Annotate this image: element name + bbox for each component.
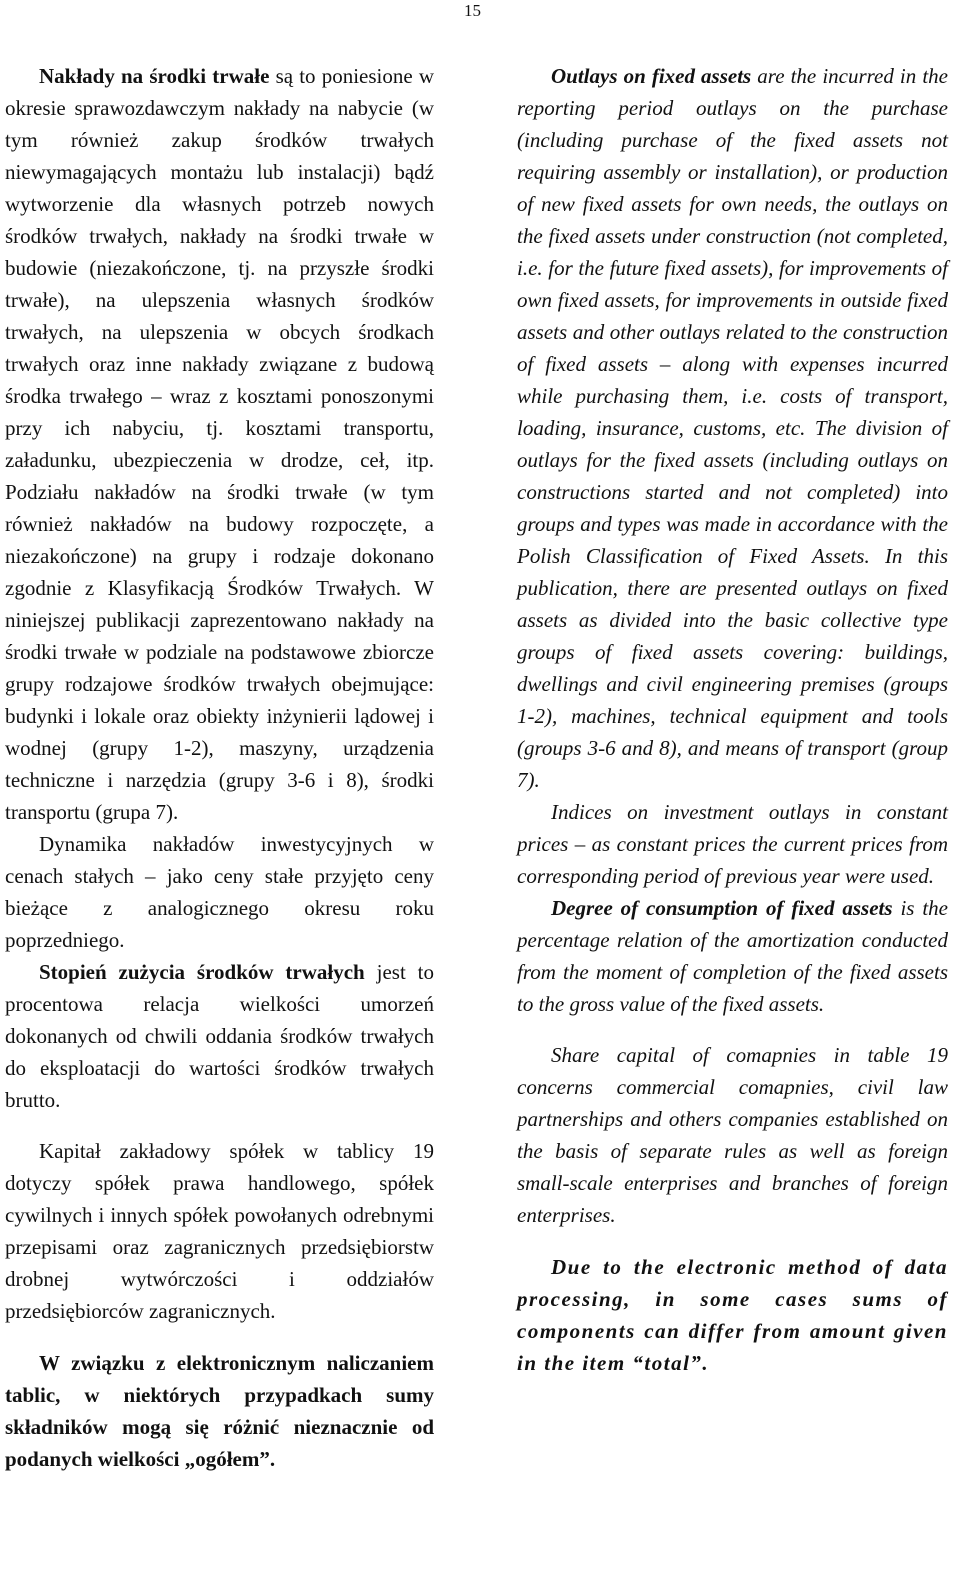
pl-text-outlays: są to poniesione w okresie sprawozdawczym nakłady na nabycie (w tym również zakup środków trwałych niewymagających montażu lub instalacji) bądź wytworzenie dla własnych potrzeb nowych środków trwałych, nakłady na środki trwałe w budowie (niezakończone, tj. na przyszłe środki trwałe), na ulepszenia własnych środków trwałych, na ulepszenia w obcych środkach trwałych oraz inne nakłady związane z budową środka trwałego – wraz z kosztami ponoszonymi przy ich nabyciu, tj. kosztami transportu, załadunku, ubezpieczenia w drodze, ceł, itp. Podziału nakładów na środki trwałe (w tym również nakładów na budowy rozpoczęte, a niezakończone) na grupy i rodzaje dokonano zgodnie z Klasyfikacją Środków Trwałych. W niniejszej publikacji zaprezentowano nakłady na środki trwałe w podziale na podstawowe zbiorcze grupy rodzajowe środków trwałych obejmujące: budynki i lokale oraz obiekty inżynierii lądowej i wodnej (grupy 1-2), maszyny, urządzenia techniczne i narzędzia (grupy 3-6 i 8), środki transportu (grupa 7). bbox=[5, 64, 434, 824]
pl-term-consumption: Stopień zużycia środków trwałych bbox=[39, 960, 365, 984]
pl-paragraph-electronic-note bbox=[5, 1347, 434, 1475]
en-paragraph-outlays bbox=[517, 60, 948, 796]
pl-text-consumption: jest to procentowa relacja wielkości umorzeń dokonanych od chwili oddania środków trwałych do eksploatacji do wartości środków trwałych brutto. bbox=[5, 960, 434, 1112]
page-number: 15 bbox=[464, 1, 481, 20]
en-paragraph-electronic-note bbox=[517, 1251, 948, 1379]
en-text-outlays: are the incurred in the reporting period outlays on the purchase (including purchase of the fixed assets not requiring assembly or installation), or production of new fixed assets for own needs, the outlays on the fixed assets under construction (not completed, i.e. for the future fixed assets), for improvements of own fixed assets, for improvements in outside fixed assets and other outlays related to the construction of fixed assets – along with expenses incurred while purchasing them, i.e. costs of transport, loading, insurance, customs, etc. The division of outlays for the fixed assets (including outlays on constructions started and not completed) into groups and types was made in accordance with the Polish Classification of Fixed Assets. In this publication, there are presented outlays on fixed assets as divided into the basic collective type groups of fixed assets covering: buildings, dwellings and civil engineering premises (groups 1-2), machines, technical equipment and tools (groups 3-6 and 8), and means of transport (group 7). bbox=[517, 64, 948, 792]
en-paragraph-consumption bbox=[517, 892, 948, 1020]
pl-paragraph-share-capital: Kapitał zakładowy spółek w tablicy 19 dotyczy spółek prawa handlowego, spółek cywilnych i innych spółek powołanych odrebnymi przepisami oraz zagranicznych przedsiębiorstw drobnej wytwórczości i oddziałów przedsiębiorców zagranicznych. bbox=[5, 1139, 434, 1323]
en-paragraph-indices: Indices on investment outlays in constant prices – as constant prices the current prices from corresponding period of previous year were used. bbox=[517, 800, 948, 888]
en-paragraph-share-capital: Share capital of comapnies in table 19 concerns commercial comapnies, civil law partnerships and others companies established on the basis of separate rules as well as foreign small-scale enterprises and branches of foreign enterprises. bbox=[517, 1043, 948, 1227]
pl-paragraph-dynamics: Dynamika nakładów inwestycyjnych w cenach stałych – jako ceny stałe przyjęto ceny bieżące z analogicznego okresu roku poprzedniego. bbox=[5, 832, 434, 952]
pl-electronic-note-text: W związku z elektronicznym naliczaniem tablic, w niektórych przypadkach sumy składników mogą się różnić nieznacznie od podanych wielkości „ogółem”. bbox=[5, 1351, 434, 1471]
en-term-outlays: Outlays on fixed assets bbox=[551, 64, 752, 88]
pl-paragraph-consumption bbox=[5, 956, 434, 1116]
english-column bbox=[517, 60, 948, 1379]
polish-column bbox=[5, 60, 434, 1475]
en-text-consumption: is the percentage relation of the amortization conducted from the moment of completion of the fixed assets to the gross value of the fixed assets. bbox=[517, 896, 948, 1016]
en-term-consumption: Degree of consumption of fixed assets bbox=[551, 896, 893, 920]
pl-paragraph-outlays bbox=[5, 60, 434, 828]
pl-term-outlays: Nakłady na środki trwałe bbox=[39, 64, 270, 88]
en-electronic-note-text: Due to the electronic method of data processing, in some cases sums of components can differ from amount given in the item “total”. bbox=[517, 1255, 948, 1375]
